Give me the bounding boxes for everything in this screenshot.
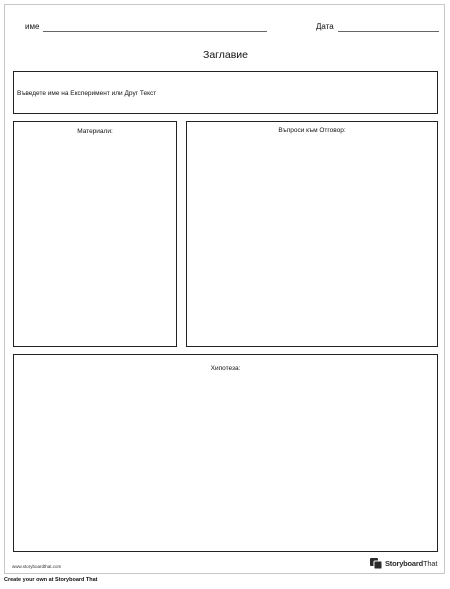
brand-bold: Storyboard <box>385 559 424 568</box>
create-your-own-link[interactable]: Create your own at Storyboard That <box>4 577 98 583</box>
page-title: Заглавие <box>202 49 249 61</box>
hypothesis-box[interactable] <box>13 354 438 552</box>
questions-box[interactable] <box>186 121 438 347</box>
hypothesis-label: Хипотеза: <box>210 365 241 372</box>
worksheet-page <box>4 4 445 574</box>
storyboardthat-logo[interactable] <box>370 558 437 569</box>
questions-label: Въпроси към Отговор: <box>278 127 346 134</box>
date-line[interactable] <box>338 31 439 32</box>
footer-site-text: www.storyboardthat.com <box>12 564 62 569</box>
intro-box[interactable] <box>13 71 438 114</box>
brand-light: That <box>423 559 438 568</box>
name-line[interactable] <box>43 31 267 32</box>
materials-box[interactable] <box>13 121 177 347</box>
date-label: Дата <box>316 22 334 31</box>
name-label: име <box>25 22 40 31</box>
intro-text: Въведете име на Експеримент или Друг Текст <box>17 90 157 97</box>
storyboard-icon <box>370 558 382 569</box>
materials-label: Материали: <box>77 128 113 135</box>
brand-text <box>385 559 437 568</box>
